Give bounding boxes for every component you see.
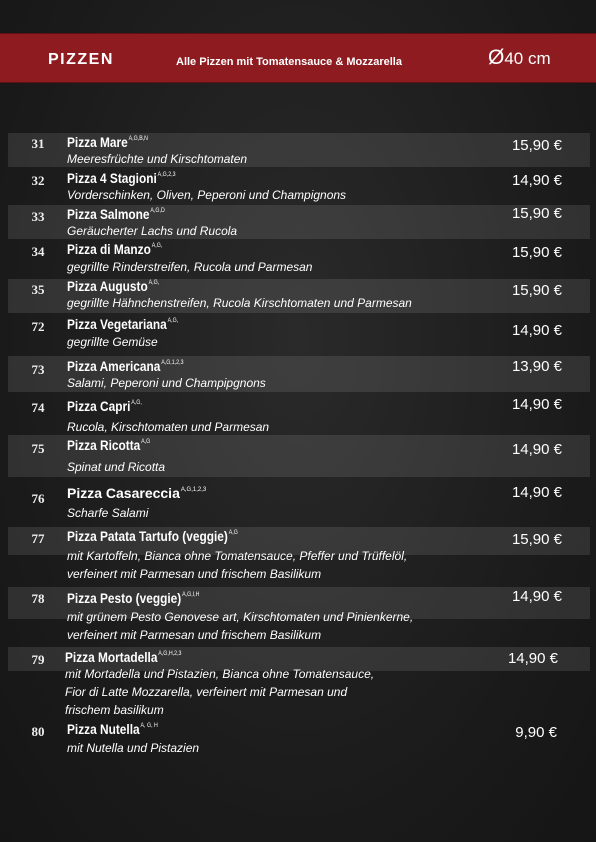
item-name-text: Pizza Ricotta bbox=[67, 438, 141, 453]
item-number: 72 bbox=[31, 319, 45, 334]
item-price: 15,90 € bbox=[511, 205, 562, 222]
allergen-codes: A, G, H bbox=[140, 723, 158, 729]
allergen-codes: A,G bbox=[141, 439, 151, 445]
item-name-text: Pizza Casareccia bbox=[67, 485, 180, 501]
menu-header bbox=[0, 33, 596, 83]
item-price: 13,90 € bbox=[511, 358, 562, 375]
item-name bbox=[67, 242, 162, 257]
item-number: 35 bbox=[31, 282, 45, 297]
item-name-text: Pizza Salmone bbox=[67, 207, 150, 222]
item-name bbox=[67, 529, 238, 544]
item-number: 74 bbox=[31, 400, 45, 415]
item-price: 15,90 € bbox=[511, 137, 562, 154]
menu-item bbox=[0, 205, 596, 239]
item-description: mit Mortadella und Pistazien, Bianca ohne Tomatensauce, bbox=[65, 667, 375, 681]
menu-item bbox=[0, 647, 596, 719]
menu-item bbox=[0, 169, 596, 203]
item-name bbox=[67, 279, 159, 294]
allergen-codes: A,G,D bbox=[150, 208, 165, 214]
item-number: 80 bbox=[31, 724, 45, 739]
item-description: Vorderschinken, Oliven, Peperoni und Champignons bbox=[67, 188, 347, 202]
item-description: Rucola, Kirschtomaten und Parmesan bbox=[67, 420, 270, 434]
menu-item bbox=[0, 721, 596, 761]
item-number: 76 bbox=[31, 491, 45, 506]
allergen-codes: A,G,1,2,3 bbox=[180, 487, 207, 493]
menu-item bbox=[0, 396, 596, 434]
allergen-codes: A,G bbox=[228, 530, 238, 536]
item-description: gegrillte Hähnchenstreifen, Rucola Kirschtomaten und Parmesan bbox=[67, 296, 412, 310]
allergen-codes: A,G,H,2,3 bbox=[158, 651, 182, 657]
item-price: 9,90 € bbox=[515, 724, 557, 741]
item-price: 15,90 € bbox=[511, 244, 562, 261]
item-number: 78 bbox=[31, 591, 45, 606]
menu-item bbox=[0, 356, 596, 392]
item-price: 14,90 € bbox=[511, 441, 562, 458]
allergen-codes: A,G, bbox=[148, 280, 160, 286]
item-description: gegrillte Rinderstreifen, Rucola und Parmesan bbox=[67, 260, 313, 274]
menu-item bbox=[0, 133, 596, 167]
item-description: mit grünem Pesto Genovese art, Kirschtomaten und Pinienkerne, bbox=[67, 610, 414, 624]
menu-item bbox=[0, 480, 596, 524]
menu-item bbox=[0, 279, 596, 313]
item-price: 15,90 € bbox=[511, 531, 562, 548]
item-number: 75 bbox=[31, 441, 45, 456]
item-price: 14,90 € bbox=[511, 172, 562, 189]
item-description: Scharfe Salami bbox=[67, 506, 149, 520]
item-name bbox=[67, 317, 178, 332]
menu-item bbox=[0, 316, 596, 352]
item-name bbox=[67, 207, 165, 222]
item-name-text: Pizza Americana bbox=[67, 359, 161, 374]
item-price: 15,90 € bbox=[511, 282, 562, 299]
item-description: Salami, Peperoni und Champipgnons bbox=[67, 376, 266, 390]
item-name bbox=[67, 359, 184, 374]
item-name-text: Pizza Mare bbox=[67, 135, 128, 150]
item-description: gegrillte Gemüse bbox=[67, 335, 158, 349]
section-title: PIZZEN bbox=[48, 51, 114, 68]
item-description: verfeinert mit Parmesan und frischem Basilikum bbox=[67, 628, 322, 642]
item-name-text: Pizza di Manzo bbox=[67, 242, 151, 257]
item-price: 14,90 € bbox=[511, 588, 562, 605]
allergen-codes: A,G,B,N bbox=[128, 136, 149, 142]
menu-item bbox=[0, 435, 596, 477]
allergen-codes: A,G,1,2,3 bbox=[161, 360, 184, 366]
item-description: verfeinert mit Parmesan und frischem Basilikum bbox=[67, 567, 322, 581]
item-number: 33 bbox=[31, 209, 45, 224]
item-name-text: Pizza Augusto bbox=[67, 279, 148, 294]
item-name bbox=[65, 650, 181, 665]
item-name bbox=[67, 171, 176, 186]
pizza-size bbox=[488, 46, 551, 70]
item-name bbox=[67, 438, 150, 453]
item-name bbox=[67, 722, 158, 737]
menu-item bbox=[0, 587, 596, 645]
item-description: Geräucherter Lachs und Rucola bbox=[67, 224, 238, 238]
allergen-codes: A,G, bbox=[151, 243, 163, 249]
allergen-codes: A,G,2,3 bbox=[157, 172, 176, 178]
item-name-text: Pizza 4 Stagioni bbox=[67, 171, 157, 186]
item-name-text: Pizza Patata Tartufo (veggie) bbox=[67, 529, 228, 544]
allergen-codes: A,G,I,H bbox=[182, 592, 200, 598]
item-description: Spinat und Ricotta bbox=[67, 460, 166, 474]
item-number: 34 bbox=[31, 244, 45, 259]
item-name bbox=[67, 591, 199, 606]
item-name-text: Pizza Nutella bbox=[67, 722, 140, 737]
item-number: 73 bbox=[31, 362, 45, 377]
item-description: mit Kartoffeln, Bianca ohne Tomatensauce, Pfeffer und Trüffelöl, bbox=[67, 549, 408, 563]
size-value: 40 cm bbox=[504, 49, 551, 68]
section-subtitle: Alle Pizzen mit Tomatensauce & Mozzarella bbox=[176, 56, 402, 68]
item-description: Meeresfrüchte und Kirschtomaten bbox=[67, 152, 248, 166]
item-number: 77 bbox=[31, 531, 45, 546]
allergen-codes: A,G, bbox=[167, 318, 179, 324]
diameter-symbol: Ø bbox=[488, 46, 505, 69]
item-number: 79 bbox=[31, 652, 45, 667]
item-name-text: Pizza Mortadella bbox=[65, 650, 158, 665]
item-name-text: Pizza Pesto (veggie) bbox=[67, 591, 182, 606]
item-name bbox=[67, 485, 206, 501]
menu-item bbox=[0, 527, 596, 583]
item-price: 14,90 € bbox=[507, 650, 558, 667]
item-name bbox=[67, 135, 148, 150]
item-number: 32 bbox=[31, 173, 45, 188]
item-name-text: Pizza Vegetariana bbox=[67, 317, 167, 332]
item-description: frischem basilikum bbox=[65, 703, 164, 717]
item-number: 31 bbox=[31, 136, 45, 151]
item-description: mit Nutella und Pistazien bbox=[67, 741, 200, 755]
item-price: 14,90 € bbox=[511, 322, 562, 339]
item-description: Fior di Latte Mozzarella, verfeinert mit Parmesan und bbox=[65, 685, 348, 699]
menu-item bbox=[0, 241, 596, 277]
item-name-text: Pizza Capri bbox=[67, 399, 131, 414]
item-price: 14,90 € bbox=[511, 396, 562, 413]
allergen-codes: A,G, bbox=[131, 400, 142, 406]
item-price: 14,90 € bbox=[511, 484, 562, 501]
item-name bbox=[67, 399, 142, 414]
